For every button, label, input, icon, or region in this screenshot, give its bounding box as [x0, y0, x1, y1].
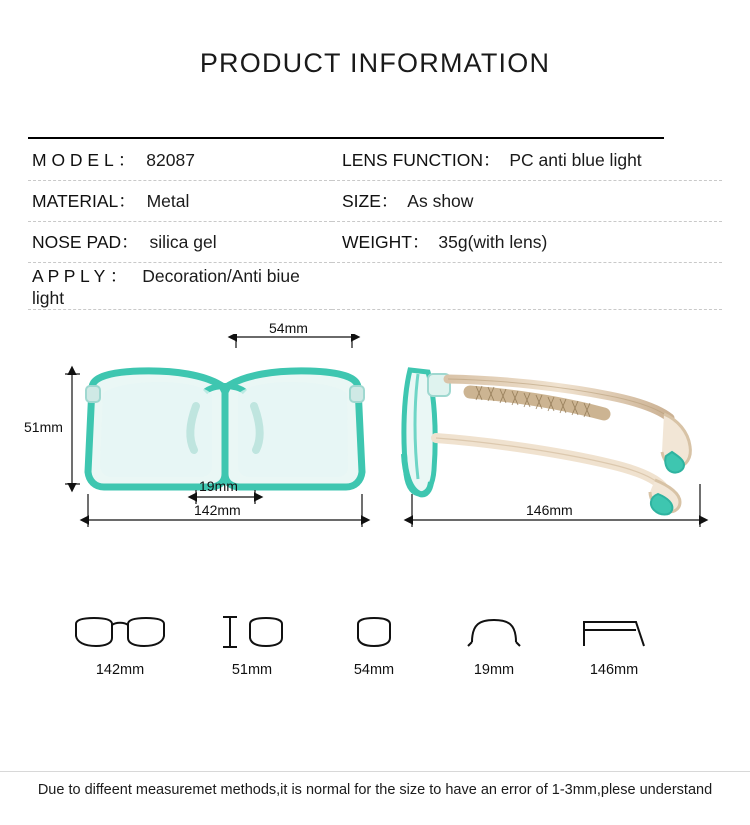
- page-title: PRODUCT INFORMATION: [199, 48, 551, 78]
- spec-cell-left: [28, 262, 332, 309]
- spec-cell-right: [332, 262, 722, 309]
- frame-front-icon: [60, 612, 180, 656]
- table-row: [28, 221, 722, 262]
- table-row: [28, 139, 722, 180]
- measure-label-frame-width: 142mm: [194, 501, 241, 518]
- measure-label-bridge: 19mm: [199, 477, 238, 494]
- spec-label-apply: A P P L Y ：: [32, 265, 128, 286]
- icon-cell-lens-height: [192, 612, 312, 678]
- side-view-glasses: [404, 370, 690, 515]
- measure-label-temple-length: 146mm: [526, 501, 573, 518]
- spec-label-model: M O D E L ：: [32, 149, 136, 170]
- footer-note: Due to diffeent measuremet methods,it is normal for the size to have an error of 1-3mm,plese understand: [37, 782, 713, 798]
- spec-value-size: As show: [407, 191, 474, 211]
- icon-cell-temple-length: [554, 612, 674, 678]
- product-diagram: [0, 319, 750, 604]
- spec-value-material: Metal: [146, 191, 190, 211]
- spec-cell-right: [332, 180, 722, 221]
- spec-label-material: MATERIAL：: [32, 191, 136, 211]
- spec-cell-right: [332, 139, 722, 180]
- spec-cell-left: [28, 221, 332, 262]
- spec-value-model: 82087: [146, 149, 195, 170]
- spec-value-lens-function: PC anti blue light: [509, 149, 642, 170]
- table-row: [28, 180, 722, 221]
- lens-width-icon: [314, 612, 434, 656]
- spec-table: [28, 139, 722, 310]
- icon-label-lens-height: 51mm: [231, 661, 273, 678]
- spec-cell-right: [332, 221, 722, 262]
- spec-value-nose-pad: silica gel: [149, 232, 217, 252]
- footer-divider: [0, 771, 750, 772]
- spec-cell-left: [28, 139, 332, 180]
- front-view-glasses: [86, 370, 364, 486]
- spec-value-weight: 35g(with lens): [438, 232, 548, 252]
- diagram-svg: [0, 334, 750, 604]
- spec-label-weight: WEIGHT：: [342, 232, 430, 252]
- bridge-icon: [434, 612, 554, 656]
- icon-cell-frame-width: [60, 612, 180, 678]
- spec-table-wrap: [0, 139, 750, 310]
- table-row: [28, 262, 722, 309]
- icon-label-temple-length: 146mm: [589, 661, 639, 678]
- icon-label-lens-width: 54mm: [353, 661, 395, 678]
- icon-label-bridge: 19mm: [473, 661, 515, 678]
- spec-label-nose-pad: NOSE PAD：: [32, 232, 139, 252]
- measurement-icon-row: [0, 612, 750, 722]
- icon-cell-lens-width: [314, 612, 434, 678]
- spec-value-apply: Decoration/Anti biue light: [32, 265, 300, 308]
- measure-label-lens-height: 51mm: [24, 418, 63, 435]
- temple-icon: [554, 612, 674, 656]
- lens-height-icon: [192, 612, 312, 656]
- icon-cell-bridge: [434, 612, 554, 678]
- measure-label-lens-width: 54mm: [269, 319, 308, 336]
- spec-label-size: SIZE：: [342, 191, 399, 211]
- spec-label-lens-function: LENS FUNCTION：: [342, 149, 501, 170]
- icon-label-frame-width: 142mm: [95, 661, 145, 678]
- spec-cell-left: [28, 180, 332, 221]
